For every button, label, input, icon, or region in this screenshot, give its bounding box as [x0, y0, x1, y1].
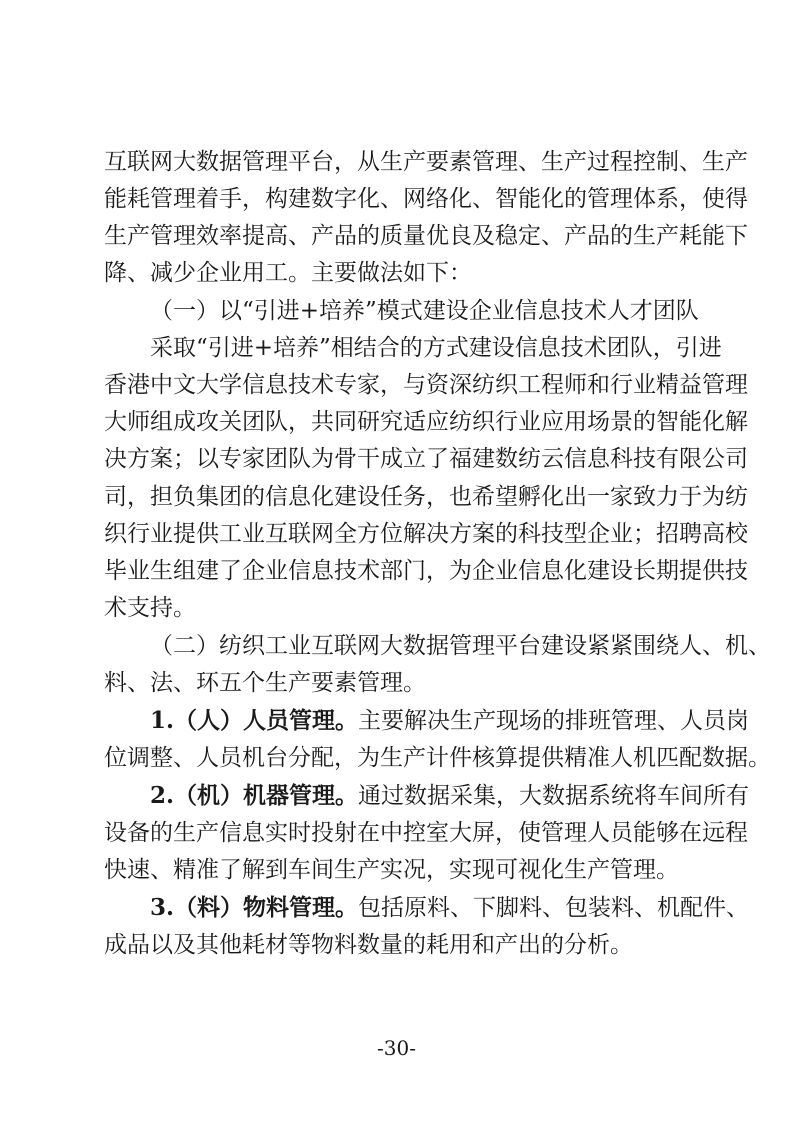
item-2-text: 通过数据采集，大数据系统将车间所有: [358, 783, 750, 809]
item-3-label: 3.（料）物料管理。: [150, 894, 359, 921]
text-line: 织行业提供工业互联网全方位解决方案的科技型企业；招聘高校: [104, 521, 748, 547]
item-1-text: 主要解决生产现场的排班管理、人员岗: [358, 708, 750, 734]
item-1-line: [150, 706, 750, 736]
text-line: 术支持。: [104, 595, 196, 621]
text-line: 设备的生产信息实时投射在中控室大屏，使管理人员能够在远程: [104, 820, 748, 846]
item-2-line: [150, 781, 750, 811]
text-line: 降、减少企业用工。主要做法如下：: [104, 260, 472, 286]
item-3-text: 包括原料、下脚料、包装料、机配件、: [358, 895, 750, 921]
text-line: 生产管理效率提高、产品的质量优良及稳定、产品的生产耗能下: [104, 223, 748, 249]
text-line: 决方案；以专家团队为骨干成立了福建数纺云信息科技有限公司: [104, 446, 748, 472]
page-number: -30-: [377, 1036, 416, 1060]
text-line: 大师组成攻关团队，共同研究适应纺织行业应用场景的智能化解: [104, 409, 748, 435]
section-heading-2: （二）纺织工业互联网大数据管理平台建设紧紧围绕人、机、: [150, 633, 771, 659]
text-line: 料、法、环五个生产要素管理。: [104, 670, 426, 696]
text-line: 快速、精准了解到车间生产实况，实现可视化生产管理。: [104, 857, 679, 883]
text-line: 能耗管理着手，构建数字化、网络化、智能化的管理体系，使得: [104, 186, 748, 212]
item-2-label: 2.（机）机器管理。: [150, 782, 359, 809]
text-line: 成品以及其他耗材等物料数量的耗用和产出的分析。: [104, 932, 633, 958]
text-line: 毕业生组建了企业信息技术部门，为企业信息化建设长期提供技: [104, 558, 748, 584]
text-line: 司，担负集团的信息化建设任务，也希望孵化出一家致力于为纺: [104, 484, 748, 510]
text-line: 香港中文大学信息技术专家，与资深纺织工程师和行业精益管理: [104, 372, 748, 398]
text-line: 采取“引进+培养”相结合的方式建设信息技术团队，引进: [150, 335, 722, 361]
item-1-label: 1.（人）人员管理。: [150, 707, 359, 734]
item-3-line: [150, 893, 750, 923]
section-heading-1: （一）以“引进+培养”模式建设企业信息技术人才团队: [150, 298, 699, 324]
text-line: 位调整、人员机台分配，为生产计件核算提供精准人机匹配数据。: [104, 745, 771, 771]
text-line: 互联网大数据管理平台，从生产要素管理、生产过程控制、生产: [104, 149, 748, 175]
